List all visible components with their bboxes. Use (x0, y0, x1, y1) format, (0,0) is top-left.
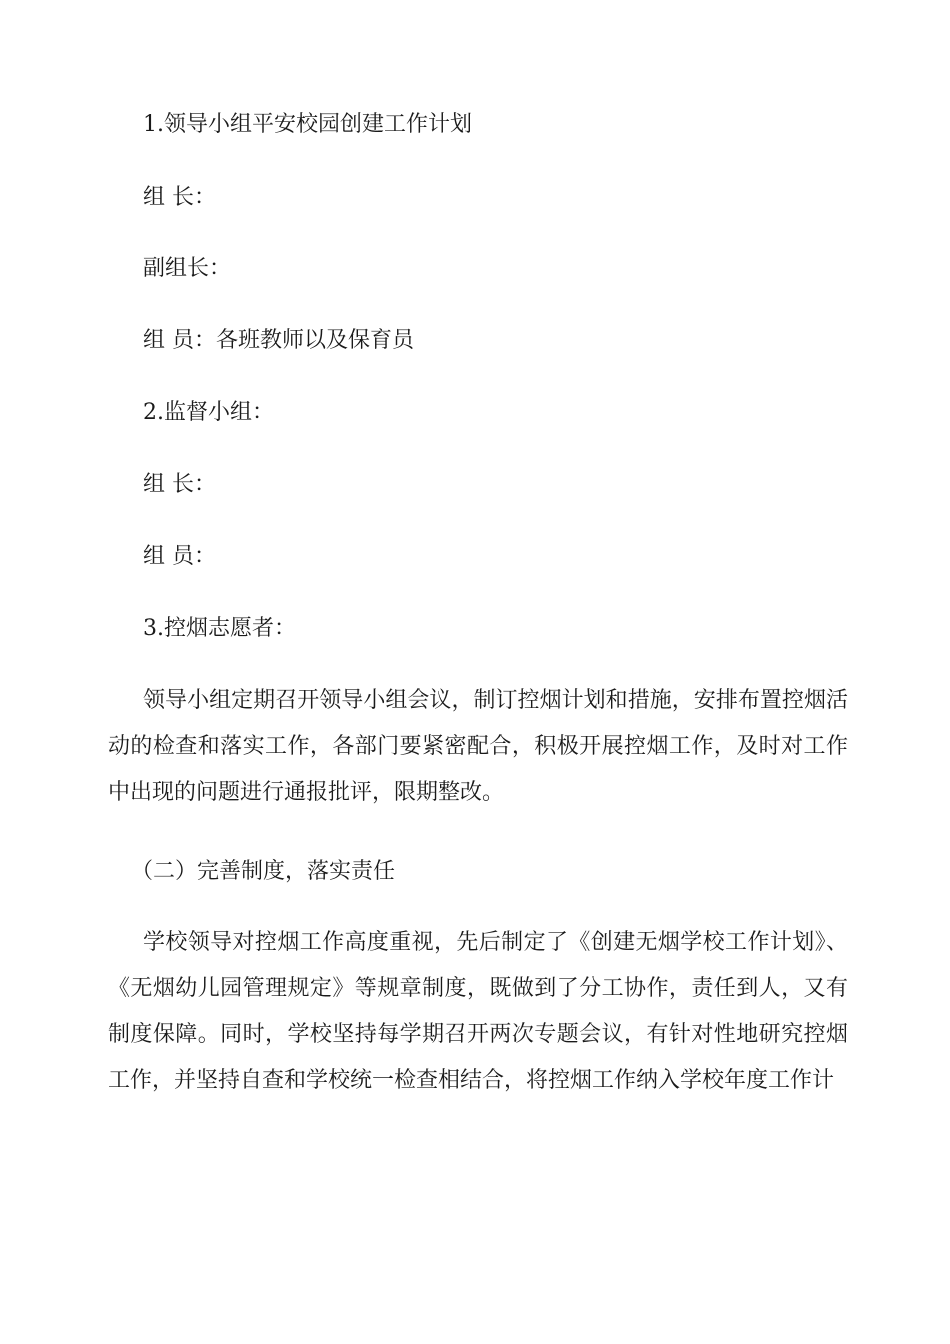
deputy-leader-line: 副组长： (143, 256, 232, 281)
leader-line: 组 长： (143, 185, 216, 210)
section-heading: （二）完善制度，落实责任 (131, 859, 396, 884)
heading-leadership-group: 1.领导小组平安校园创建工作计划 (143, 112, 472, 137)
heading-volunteers: 3.控烟志愿者： (143, 616, 296, 641)
supervision-members-line: 组 员： (143, 544, 216, 569)
supervision-leader-line: 组 长： (143, 472, 216, 497)
paragraph-meetings: 领导小组定期召开领导小组会议，制订控烟计划和措施，安排布置控烟活动的检查和落实工作，各部门要紧密配合，积极开展控烟工作，及时对工作中出现的问题进行通报批评，限期整改。 (108, 688, 848, 805)
heading-supervision-group: 2.监督小组： (143, 400, 274, 425)
paragraph-regulations: 学校领导对控烟工作高度重视，先后制定了《创建无烟学校工作计划》、《无烟幼儿园管理规定》等规章制度，既做到了分工协作，责任到人，又有制度保障。同时，学校坚持每学期召开两次专题会议，有针对性地研究控烟工作，并坚持自查和学校统一检查相结合，将控烟工作纳入学校年度工作计 (108, 930, 848, 1093)
members-line: 组 员：各班教师以及保育员 (143, 328, 414, 353)
